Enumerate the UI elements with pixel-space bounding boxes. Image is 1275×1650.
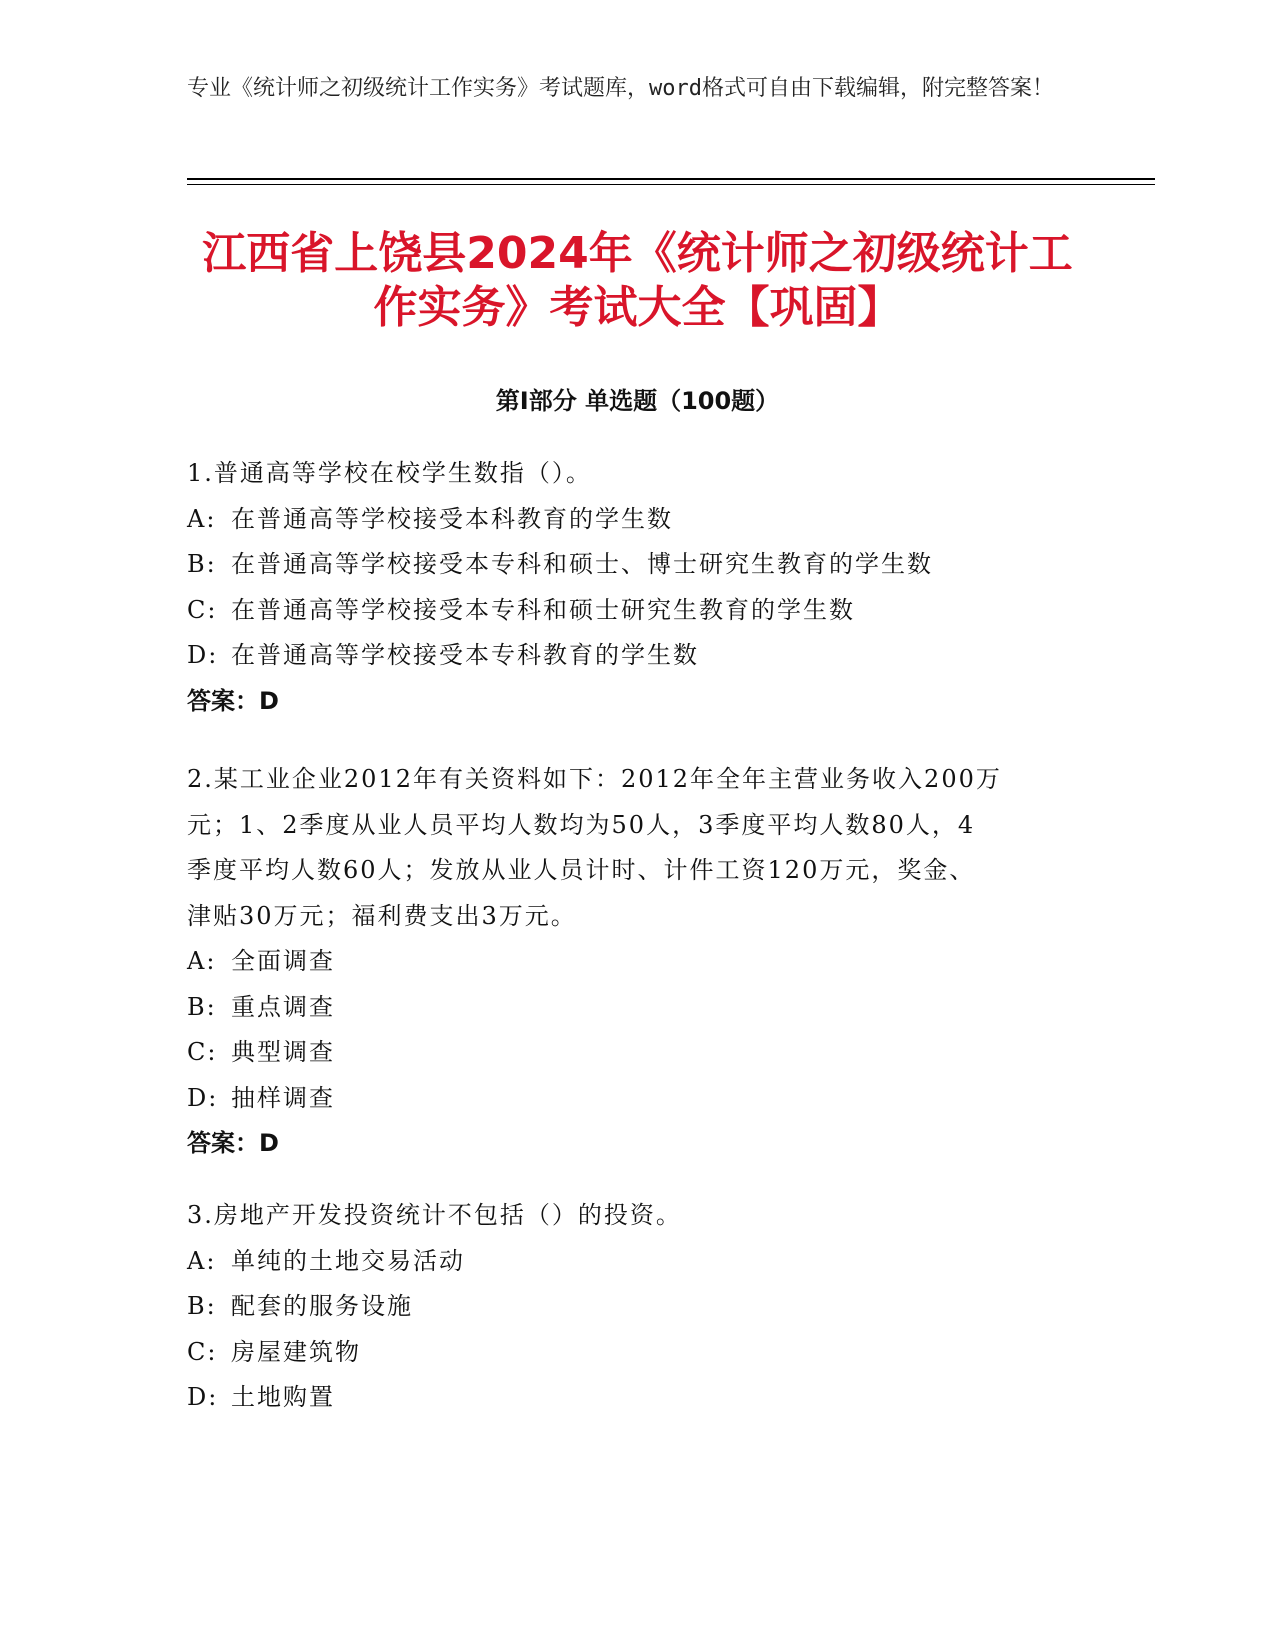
option-b [187, 1284, 1087, 1330]
header-divider-thin [187, 184, 1155, 185]
option-text: 全面调查 [231, 947, 335, 975]
option-c [187, 1330, 1087, 1376]
option-a [187, 939, 1087, 985]
option-text: 典型调查 [231, 1038, 335, 1066]
section-heading: 第Ⅰ部分 单选题（100题） [495, 387, 780, 415]
option-key: A: [187, 1246, 217, 1275]
option-key: C: [187, 1337, 218, 1366]
option-key: D: [187, 1383, 219, 1411]
option-key: A: [187, 504, 217, 533]
option-text: 配套的服务设施 [231, 1292, 413, 1320]
answer-label: 答案：D [187, 686, 279, 715]
question-3 [187, 1193, 1087, 1421]
option-text: 房屋建筑物 [231, 1337, 361, 1366]
option-key: A: [187, 947, 217, 975]
title-line-1: 江西省上饶县2024年《统计师之初级统计工 [202, 228, 1073, 279]
option-text: 在普通高等学校接受本专科教育的学生数 [231, 641, 699, 669]
option-key: B: [187, 992, 217, 1021]
option-text: 单纯的土地交易活动 [231, 1246, 465, 1275]
header-note: 专业《统计师之初级统计工作实务》考试题库，word格式可自由下载编辑，附完整答案！ [187, 76, 1054, 101]
option-d [187, 633, 1087, 679]
option-text: 在普通高等学校接受本科教育的学生数 [231, 504, 673, 533]
option-key: B: [187, 550, 217, 578]
question-stem-line-2: 元；1、2季度从业人员平均人数均为50人，3季度平均人数80人，4 [187, 810, 976, 839]
option-d [187, 1076, 1087, 1122]
option-text: 在普通高等学校接受本专科和硕士研究生教育的学生数 [231, 595, 855, 624]
header-divider-thick [187, 178, 1155, 180]
answer-label: 答案：D [187, 1129, 279, 1157]
question-stem: 1.普通高等学校在校学生数指（）。 [187, 459, 592, 487]
option-key: C: [187, 595, 218, 624]
option-text: 抽样调查 [231, 1083, 335, 1112]
question-stem-line-3: 季度平均人数60人；发放从业人员计时、计件工资120万元，奖金、 [187, 856, 976, 884]
question-stem: 3.房地产开发投资统计不包括（）的投资。 [187, 1201, 682, 1229]
question-1 [187, 451, 1087, 724]
option-key: B: [187, 1292, 217, 1320]
option-c [187, 1030, 1087, 1076]
option-key: D: [187, 641, 219, 669]
option-text: 在普通高等学校接受本专科和硕士、博士研究生教育的学生数 [231, 550, 933, 578]
option-b [187, 985, 1087, 1031]
title-line-2: 作实务》考试大全【巩固】 [373, 282, 902, 333]
option-d [187, 1375, 1087, 1421]
option-text: 重点调查 [231, 992, 335, 1021]
option-a [187, 1239, 1087, 1285]
document-title [150, 227, 1125, 335]
question-stem-line-1: 2.某工业企业2012年有关资料如下：2012年全年主营业务收入200万 [187, 765, 1002, 793]
option-c [187, 588, 1087, 634]
option-key: C: [187, 1038, 218, 1066]
question-stem-line-4: 津贴30万元；福利费支出3万元。 [187, 901, 577, 930]
question-2 [187, 757, 1087, 1167]
option-a [187, 497, 1087, 543]
option-text: 土地购置 [231, 1383, 335, 1411]
option-key: D: [187, 1083, 219, 1112]
option-b [187, 542, 1087, 588]
